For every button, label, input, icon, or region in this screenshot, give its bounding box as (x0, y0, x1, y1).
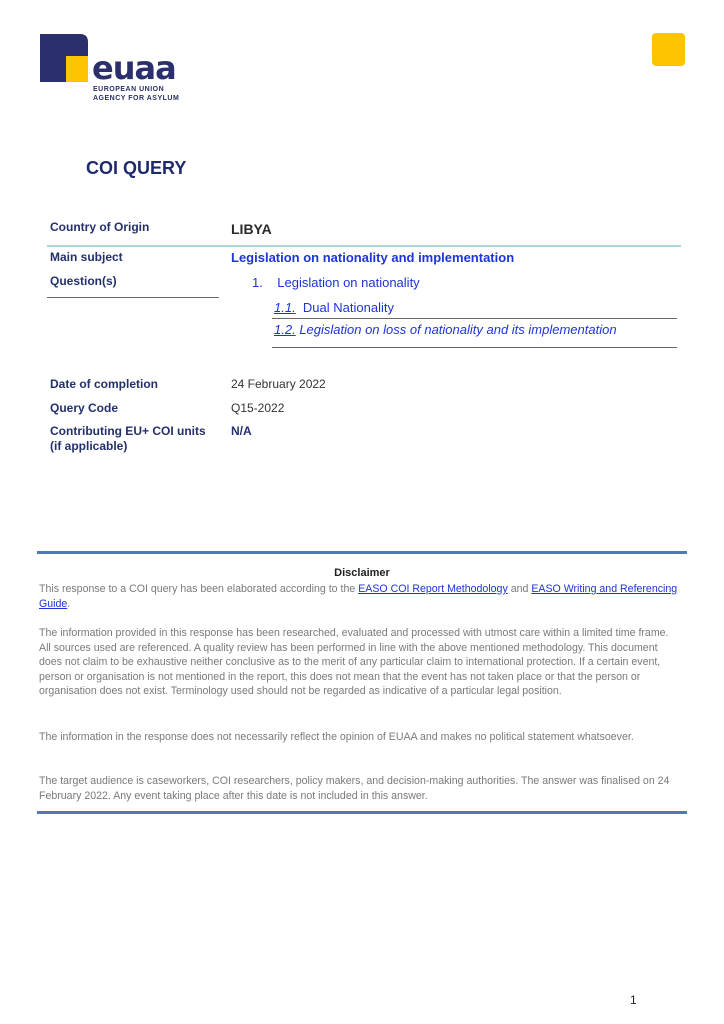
divider (272, 318, 677, 319)
logo-wordmark: euaa (92, 49, 176, 87)
disclaimer-paragraph: The information in the response does not necessarily reflect the opinion of EUAA and makes no political statement whatsoever. (39, 731, 634, 743)
subject-label: Main subject (50, 250, 123, 264)
date-value: 24 February 2022 (231, 377, 326, 391)
country-label: Country of Origin (50, 220, 150, 234)
question-item[interactable]: 1.1. Dual Nationality (274, 300, 394, 315)
logo-subtitle: EUROPEAN UNION AGENCY FOR ASYLUM (93, 86, 180, 102)
query-code-value: Q15-2022 (231, 401, 285, 415)
divider (272, 347, 677, 348)
date-label: Date of completion (50, 377, 159, 391)
page-number: 1 (630, 993, 637, 1007)
disclaimer-bottom-rule (37, 811, 687, 814)
methodology-link[interactable]: EASO COI Report Methodology (358, 583, 508, 595)
corner-brand-square (652, 33, 685, 66)
disclaimer-paragraph: This response to a COI query has been elaborated according to the EASO COI Report Methodology and EASO Writing and Referencing Guide. (39, 583, 678, 610)
disclaimer-top-rule (37, 551, 687, 554)
disclaimer-paragraph: The information provided in this response has been researched, evaluated and processed with utmost care within a limited time frame. All sources used are referenced. A quality review has been performed in line with the above mentioned methodology. This document does not claim to be exhaustive neither conclusive as to the merit of any particular claim to international protection. If a certain event, person or organisation is not mentioned in the report, this does not mean that the event has not taken place or that the person or organisation does not exist. Terminology used should not be regarded as indicative of a particular legal position. (39, 627, 669, 697)
disclaimer-title: Disclaimer (334, 567, 390, 579)
divider (47, 297, 219, 298)
question-item[interactable]: 1.2. Legislation on loss of nationality and its implementation (274, 322, 617, 337)
divider (47, 245, 681, 247)
units-value: N/A (231, 424, 252, 438)
disclaimer-paragraph: The target audience is caseworkers, COI researchers, policy makers, and decision-making authorities. The answer was finalised on 24 February 2022. Any event taking place after this date is not included in this answer. (39, 775, 670, 802)
document-title: COI QUERY (86, 158, 187, 178)
question-item[interactable]: 1. Legislation on nationality (252, 275, 420, 290)
questions-label: Question(s) (50, 274, 117, 288)
euaa-logo-icon (40, 34, 88, 82)
writing-guide-link[interactable]: EASO Writing and Referencing Guide (39, 583, 678, 610)
query-code-label: Query Code (50, 401, 119, 415)
country-value: LIBYA (231, 221, 272, 237)
subject-value: Legislation on nationality and implementation (231, 250, 515, 265)
units-label: Contributing EU+ COI units (if applicable) (50, 424, 206, 453)
